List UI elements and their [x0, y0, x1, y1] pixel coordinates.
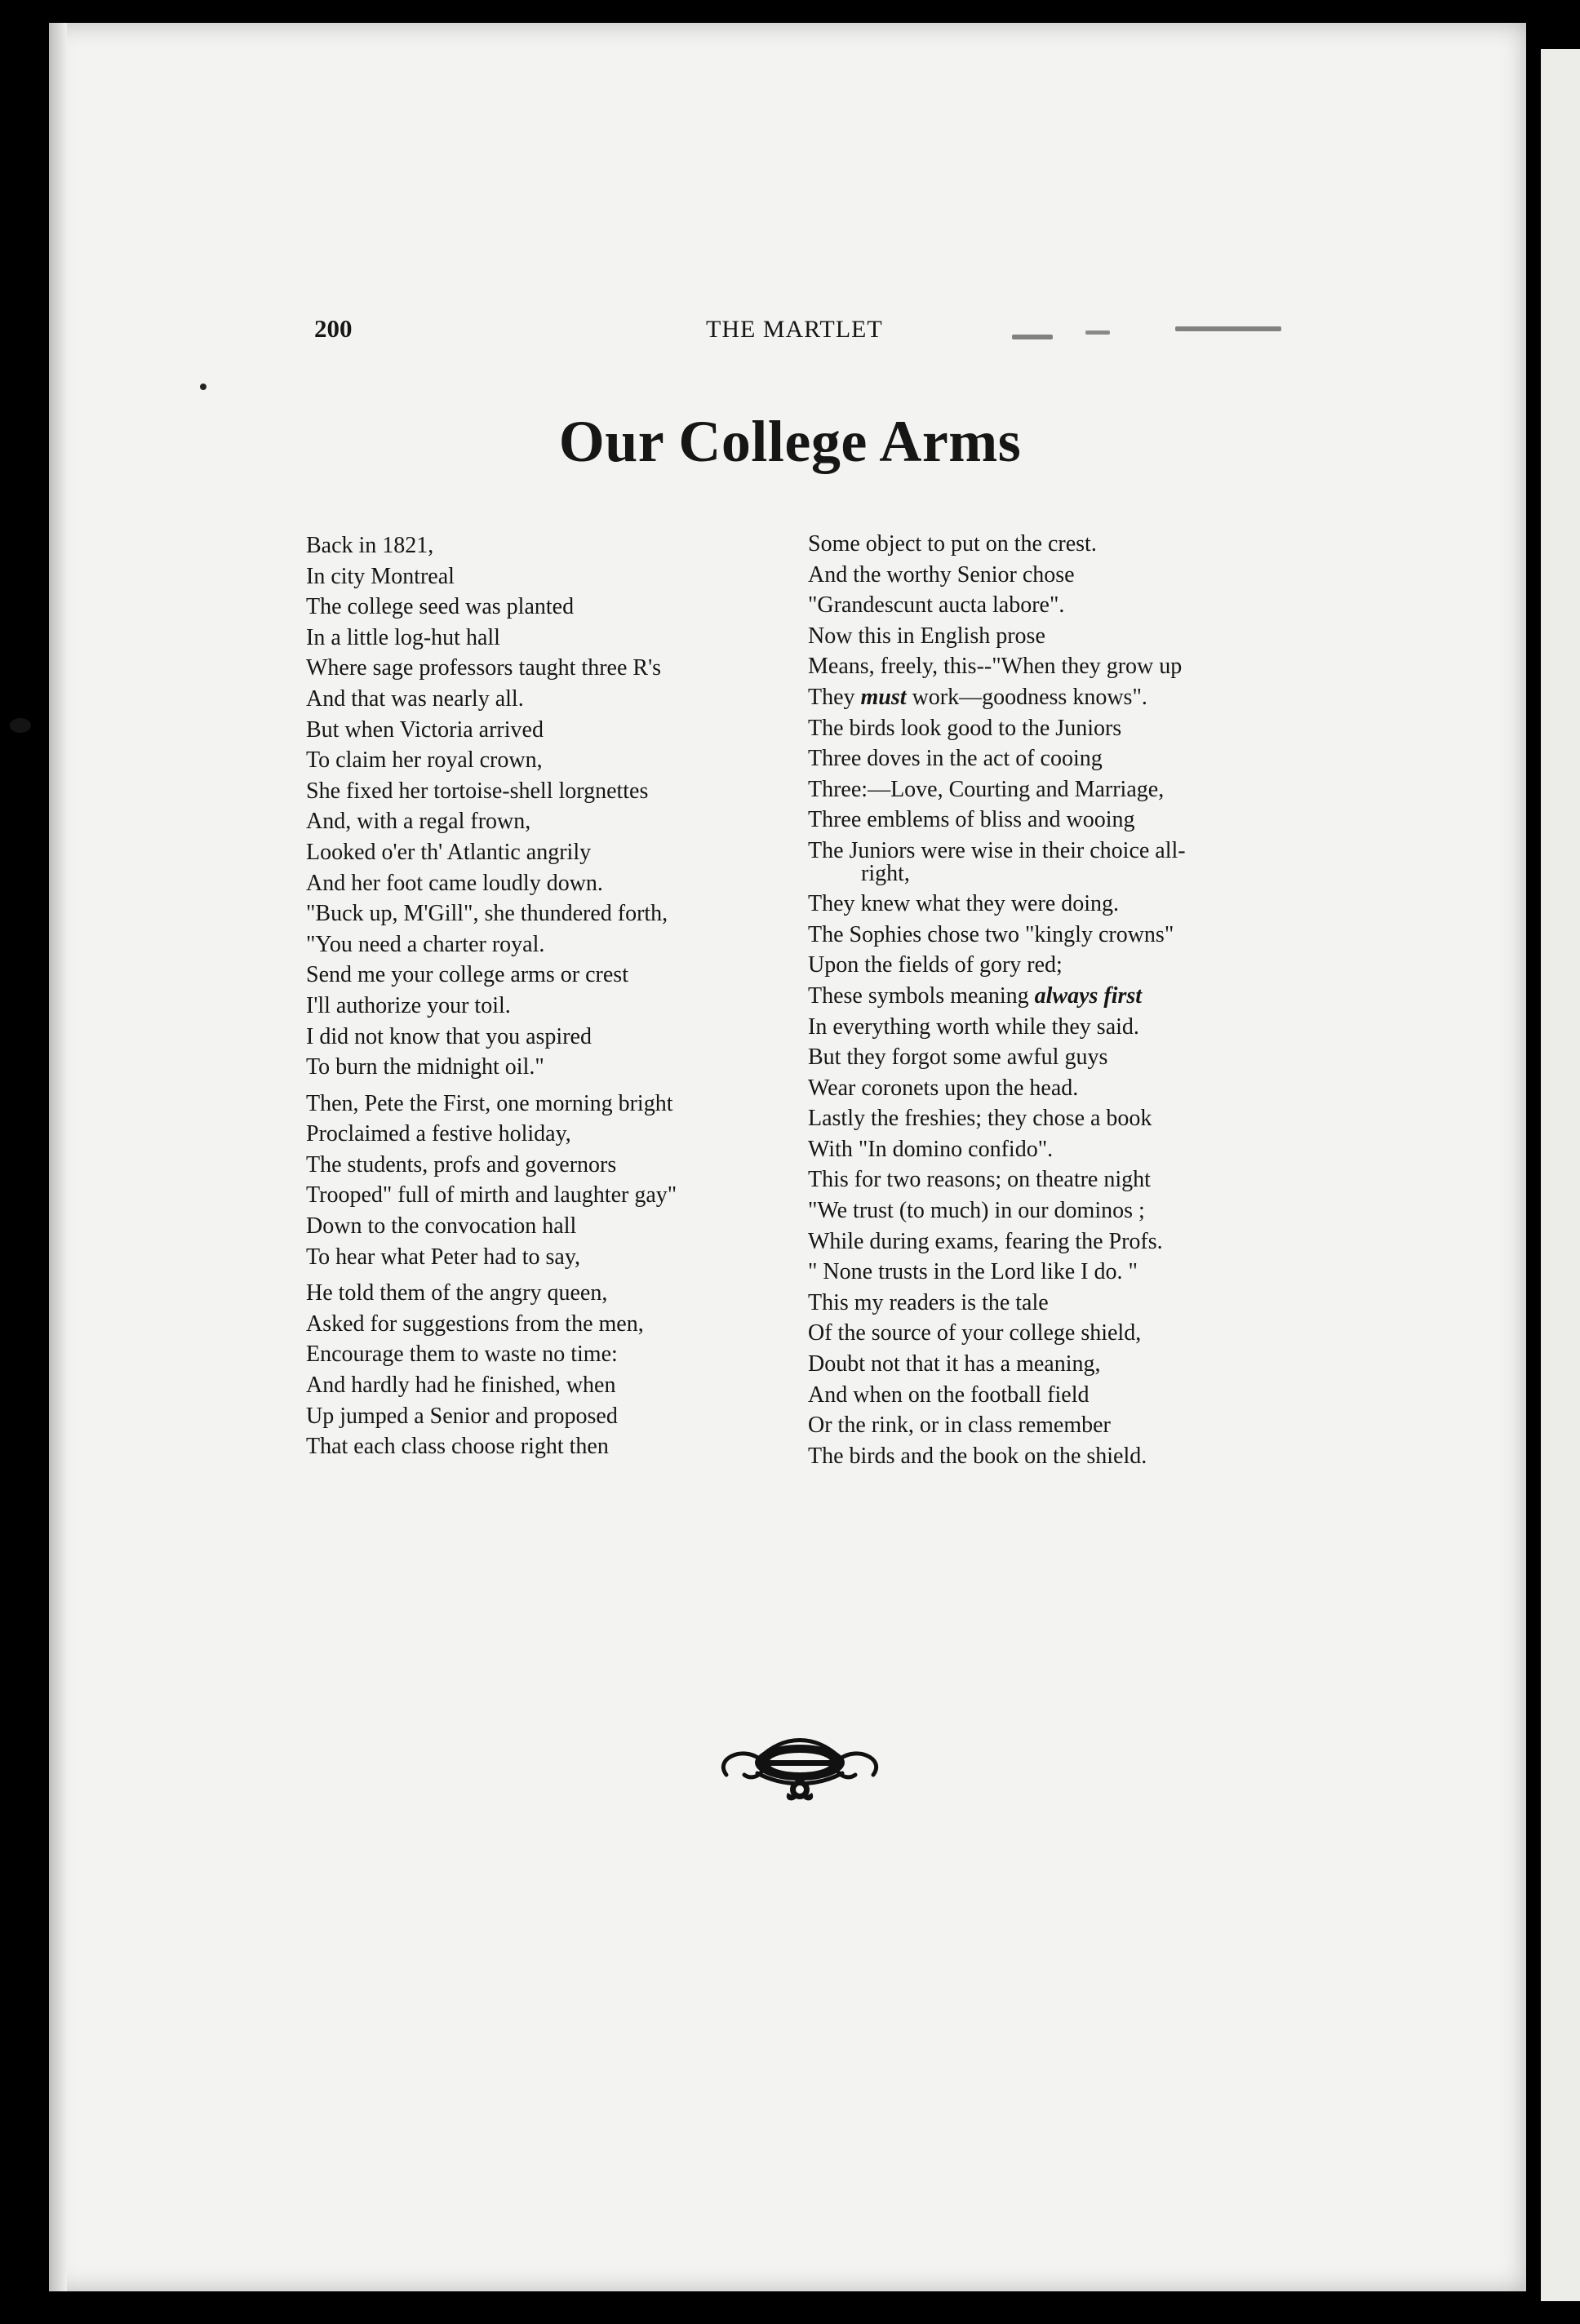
- facing-page-edge: [1541, 49, 1580, 2301]
- page-number: 200: [314, 314, 353, 343]
- ink-speck: [200, 384, 206, 390]
- poem-line: In everything worth while they said.: [808, 1013, 1139, 1040]
- floral-ornament-icon: [710, 1726, 890, 1803]
- poem-line: But when Victoria arrived: [306, 716, 544, 743]
- running-header: [314, 314, 1326, 355]
- poem-line-with-italic: [808, 682, 1298, 713]
- poem-line: And her foot came loudly down.: [306, 870, 603, 896]
- poem-line: Three:—Love, Courting and Marriage,: [808, 776, 1165, 802]
- poem-line: And when on the football field: [808, 1382, 1090, 1408]
- poem-line: The birds look good to the Juniors: [808, 715, 1122, 741]
- poem-line-continuation: right,: [861, 860, 910, 886]
- poem-line: And hardly had he finished, when: [306, 1373, 616, 1399]
- poem-line: Means, freely, this--"When they grow up: [808, 654, 1183, 680]
- poem-emphasis: must: [860, 684, 907, 710]
- poem-line: The Sophies chose two "kingly crowns": [808, 921, 1174, 947]
- poem-text: These symbols meaning: [808, 982, 1035, 1009]
- poem-line: But they forgot some awful guys: [808, 1044, 1108, 1071]
- poem-line: To claim her royal crown,: [306, 747, 543, 774]
- poem-line: " None trusts in the Lord like I do. ": [808, 1259, 1138, 1285]
- poem-line-with-italic: [808, 981, 1298, 1012]
- poem-line: This my readers is the tale: [808, 1289, 1049, 1315]
- poem-line: The college seed was planted: [306, 594, 575, 620]
- poem-line: Wear coronets upon the head.: [808, 1075, 1079, 1101]
- poem-line: That each class choose right then: [306, 1434, 609, 1460]
- poem-line: Then, Pete the First, one morning bright: [306, 1090, 673, 1116]
- poem-right-column: [808, 529, 1298, 1471]
- poem-line: "We trust (to much) in our dominos ;: [808, 1198, 1145, 1224]
- poem-line: They knew what they were doing.: [808, 891, 1119, 917]
- poem-line: Back in 1821,: [306, 533, 434, 558]
- poem-line: I'll authorize your toil.: [306, 992, 511, 1018]
- poem-line: He told them of the angry queen,: [306, 1280, 608, 1306]
- poem-line: And the worthy Senior chose: [808, 561, 1075, 588]
- poem-line: Now this in English prose: [808, 623, 1045, 649]
- poem-line: Trooped" full of mirth and laughter gay": [306, 1182, 677, 1209]
- poem-line: Where sage professors taught three R's: [306, 655, 662, 681]
- poem-line: To hear what Peter had to say,: [306, 1244, 580, 1270]
- poem-line: Asked for suggestions from the men,: [306, 1311, 644, 1337]
- page-edge-shadow: [49, 23, 67, 2291]
- poem-line: "Buck up, M'Gill", she thundered forth,: [306, 901, 668, 927]
- poem-line: "You need a charter royal.: [306, 931, 545, 957]
- poem-line: To burn the midnight oil.": [306, 1054, 544, 1080]
- poem-line: The students, profs and governors: [306, 1151, 617, 1178]
- poem-line: "Grandescunt aucta labore".: [808, 592, 1065, 619]
- poem-left-column: [306, 530, 796, 1462]
- poem-line: In city Montreal: [306, 563, 455, 589]
- poem-line: Doubt not that it has a meaning,: [808, 1351, 1101, 1377]
- poem-line: Of the source of your college shield,: [808, 1320, 1142, 1346]
- poem-line: Lastly the freshies; they chose a book: [808, 1106, 1152, 1132]
- poem-line: Send me your college arms or crest: [306, 962, 628, 988]
- running-title: THE MARTLET: [706, 316, 883, 343]
- poem-line: And that was nearly all.: [306, 685, 524, 712]
- poem-line: This for two reasons; on theatre night: [808, 1167, 1151, 1193]
- poem-line: In a little log-hut hall: [306, 624, 500, 650]
- ink-speck: [10, 718, 31, 733]
- poem-line: Proclaimed a festive holiday,: [306, 1121, 571, 1147]
- poem-line: The birds and the book on the shield.: [808, 1443, 1147, 1469]
- poem-line: While during exams, fearing the Profs.: [808, 1228, 1163, 1254]
- poem-text: work—goodness knows".: [906, 684, 1147, 710]
- poem-line: Some object to put on the crest.: [808, 531, 1097, 557]
- poem-line: Down to the convocation hall: [306, 1213, 577, 1240]
- poem-line: Three doves in the act of cooing: [808, 746, 1103, 772]
- poem-line: The Juniors were wise in their choice all-: [808, 837, 1186, 863]
- poem-line: Or the rink, or in class remember: [808, 1413, 1111, 1439]
- poem-title: Our College Arms: [558, 409, 1022, 474]
- poem-emphasis: always first: [1034, 982, 1143, 1009]
- poem-line: I did not know that you aspired: [306, 1023, 592, 1049]
- poem-line: She fixed her tortoise-shell lorgnettes: [306, 778, 649, 804]
- poem-line: Encourage them to waste no time:: [306, 1342, 618, 1368]
- poem-line: Three emblems of bliss and wooing: [808, 807, 1135, 833]
- poem-line: Up jumped a Senior and proposed: [306, 1403, 618, 1429]
- poem-text: They: [808, 684, 861, 710]
- poem-line: And, with a regal frown,: [306, 809, 531, 835]
- poem-line: Upon the fields of gory red;: [808, 952, 1063, 978]
- poem-line: Looked o'er th' Atlantic angrily: [306, 839, 592, 865]
- poem-line: With "In domino confido".: [808, 1136, 1054, 1162]
